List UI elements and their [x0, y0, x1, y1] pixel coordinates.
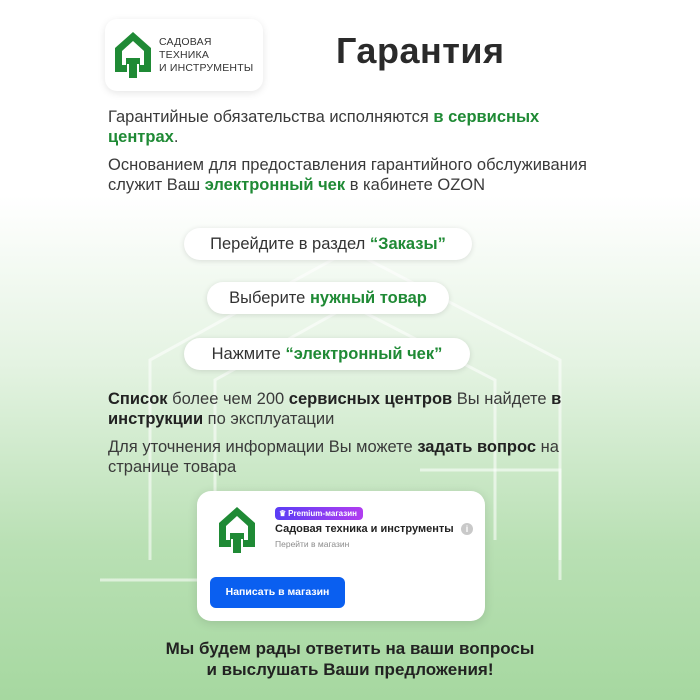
step-orders [184, 228, 472, 260]
highlight-e-receipt: электронный чек [204, 176, 346, 194]
footer-line-1: Мы будем рады ответить на ваши вопросы [165, 639, 535, 658]
warranty-basis-paragraph [108, 155, 608, 195]
step-text: Перейдите в раздел [210, 235, 370, 253]
shop-name: Садовая техника и инструменты [275, 523, 454, 535]
text: более чем 200 [167, 390, 289, 408]
text: Основанием для предоставления гарантийного обслуживания служит Ваш [108, 156, 587, 194]
brand-name [159, 36, 253, 75]
step-highlight: нужный товар [309, 289, 427, 307]
step-select-product [207, 282, 449, 314]
crown-icon: ♛ [279, 509, 287, 518]
step-text: Нажмите [211, 345, 286, 363]
text: по эксплуатации [203, 410, 335, 428]
brand-line-1: САДОВАЯ [159, 35, 212, 48]
house-tree-logo-icon [217, 505, 257, 555]
footer-line-2: и выслушать Ваши предложения! [206, 660, 494, 679]
footer-message [100, 638, 600, 680]
brand-logo-card [105, 19, 263, 91]
text: на странице товара [108, 438, 559, 476]
brand-line-2: ТЕХНИКА [159, 48, 210, 61]
step-e-receipt [184, 338, 470, 370]
page-title: Гарантия [336, 30, 505, 71]
text: . [173, 128, 179, 146]
step-highlight: “Заказы” [369, 235, 446, 253]
text: Для уточнения информации Вы можете [108, 438, 418, 456]
info-icon[interactable]: i [461, 523, 473, 535]
text: Вы найдете [452, 390, 552, 408]
premium-badge [275, 507, 363, 520]
house-tree-logo-icon [113, 30, 153, 80]
premium-badge-label: Premium-магазин [288, 509, 357, 518]
shop-card [197, 491, 485, 621]
highlight-service-centers: в сервисных центрах [108, 108, 540, 146]
text: в кабинете OZON [345, 176, 486, 194]
brand-line-3: И ИНСТРУМЕНТЫ [159, 61, 254, 74]
ask-question-paragraph [108, 437, 608, 477]
text: Гарантийные обязательства исполняются [108, 108, 434, 126]
service-centers-paragraph [108, 389, 608, 429]
bold-text: сервисных центров [288, 390, 453, 408]
write-to-shop-button[interactable]: Написать в магазин [210, 577, 345, 608]
step-highlight: “электронный чек” [285, 345, 443, 363]
bold-text: задать вопрос [417, 438, 537, 456]
step-text: Выберите [229, 289, 310, 307]
bold-text: Список [108, 390, 168, 408]
bold-text: в инструкции [108, 390, 562, 428]
warranty-service-paragraph [108, 107, 608, 147]
go-to-shop-link[interactable]: Перейти в магазин [275, 539, 350, 549]
